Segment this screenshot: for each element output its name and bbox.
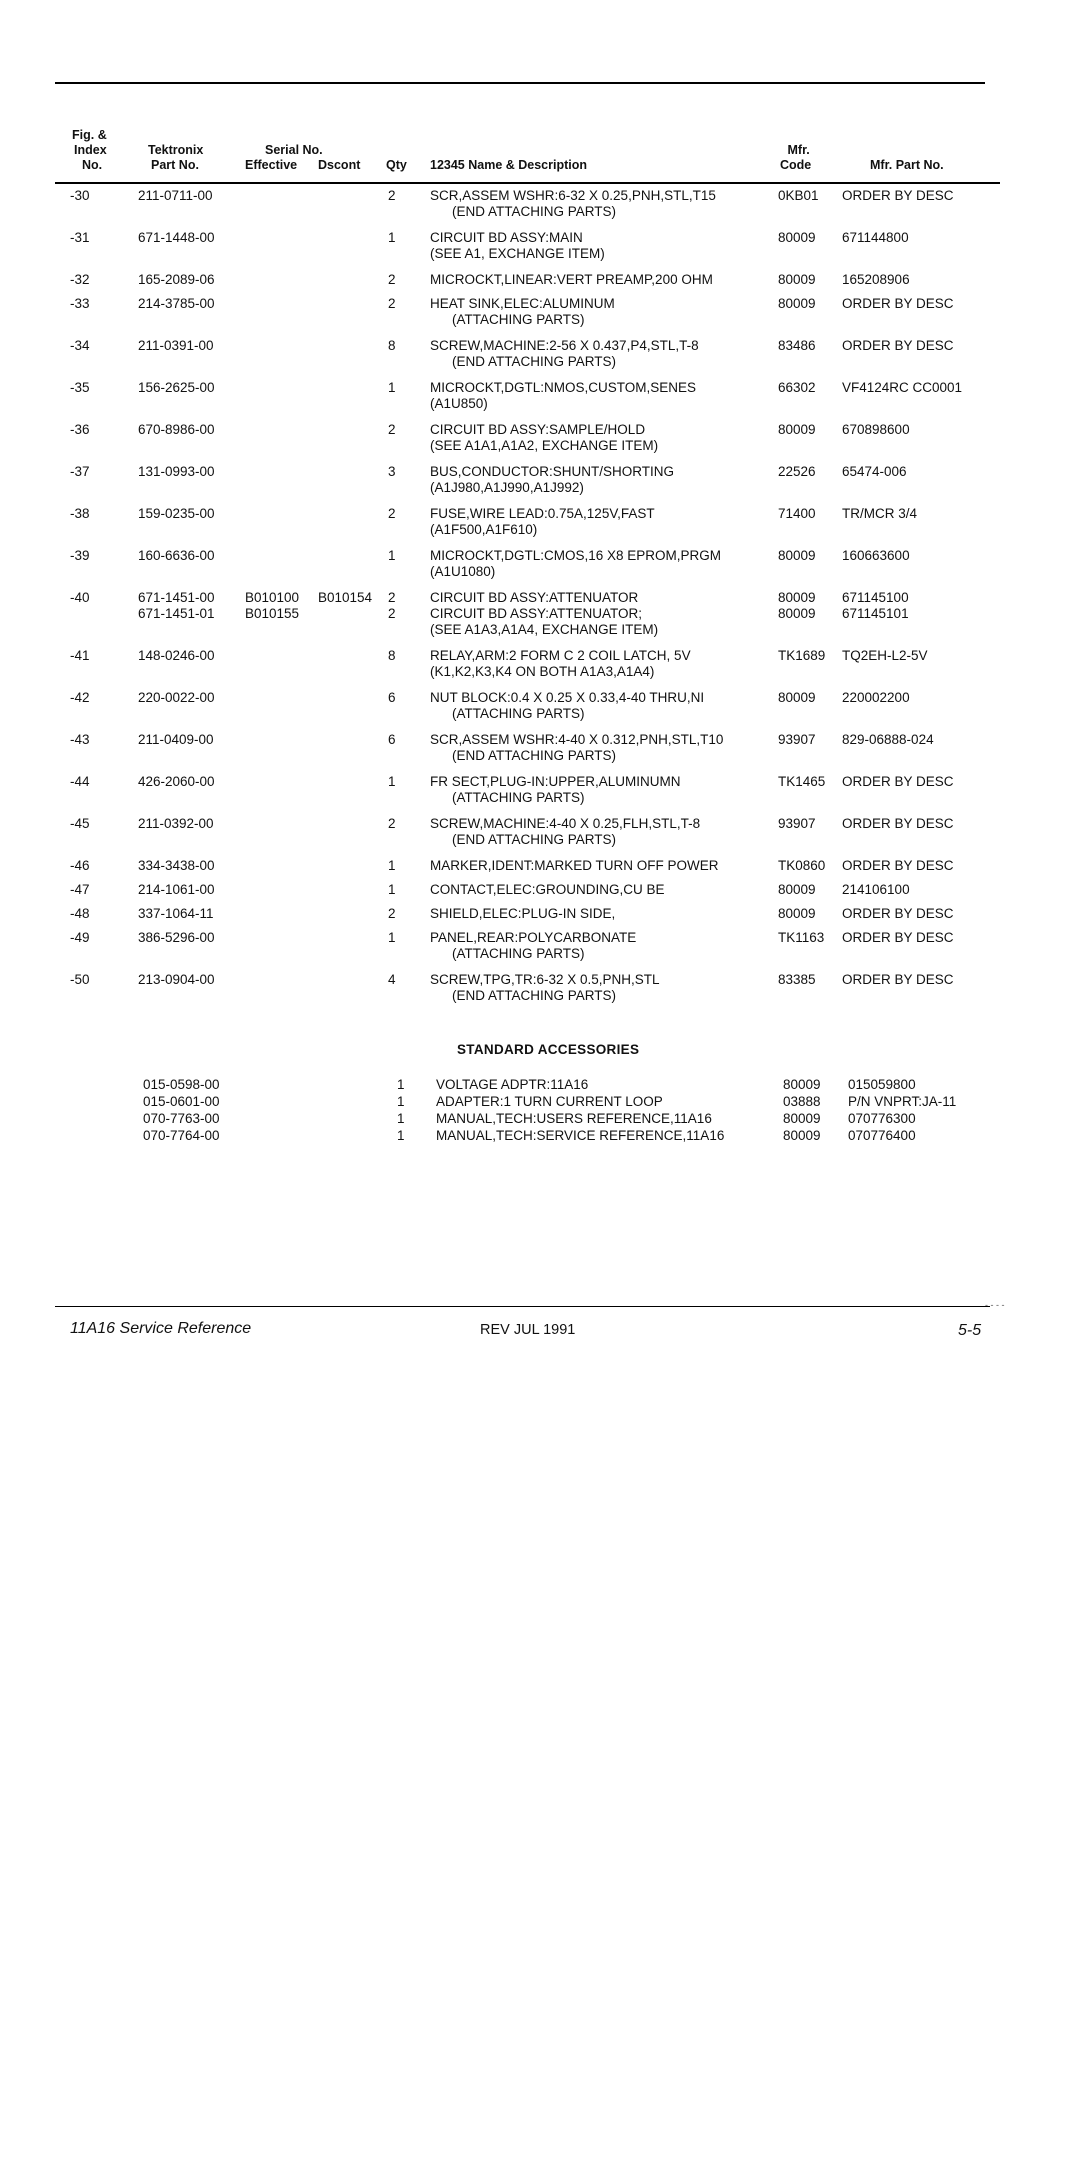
mfr-part-no: 671144800 [842, 230, 909, 245]
mfr-code: 80009 [778, 690, 816, 705]
qty: 2 [388, 188, 396, 203]
index-no: -46 [70, 858, 90, 873]
header-mfr-part-no: Mfr. Part No. [870, 158, 944, 172]
mfr-part-no: ORDER BY DESC [842, 972, 954, 987]
mfr-part-no: ORDER BY DESC [842, 188, 954, 203]
name-description [430, 972, 660, 1004]
mfr-code: TK1465 [778, 774, 826, 789]
qty: 6 [388, 732, 396, 747]
mfr-code: 83486 [778, 338, 816, 353]
mfr-code: 71400 [778, 506, 816, 521]
mfr-part-no: 015059800 [848, 1077, 916, 1092]
description-line: CIRCUIT BD ASSY:ATTENUATOR [430, 590, 639, 605]
description-line: (END ATTACHING PARTS) [452, 988, 617, 1003]
table-row [0, 590, 1080, 606]
part-no: 214-3785-00 [138, 296, 215, 311]
header-dscont: Dscont [318, 158, 361, 172]
mfr-code: 22526 [778, 464, 816, 479]
header-mfr-code [780, 143, 812, 173]
table-row [0, 774, 1080, 806]
index-no: -37 [70, 464, 90, 479]
header-no-line: No. [82, 158, 103, 172]
description-line: SCREW,TPG,TR:6-32 X 0.5,PNH,STL [430, 972, 660, 987]
qty: 4 [388, 972, 396, 987]
mfr-part-no: ORDER BY DESC [842, 338, 954, 353]
mfr-code: TK0860 [778, 858, 826, 873]
part-no: 671-1451-00 [138, 590, 215, 605]
table-row [0, 272, 1080, 288]
description-line: MICROCKT,DGTL:CMOS,16 X8 EPROM,PRGM [430, 548, 722, 563]
qty: 1 [388, 858, 396, 873]
mfr-code: TK1163 [778, 930, 825, 945]
qty: 1 [388, 774, 396, 789]
table-row [0, 296, 1080, 328]
part-no: 156-2625-00 [138, 380, 215, 395]
mfr-code: 80009 [778, 230, 816, 245]
description-line: (END ATTACHING PARTS) [452, 748, 617, 763]
name-description [430, 774, 681, 806]
mfr-part-no: 671145101 [842, 606, 909, 621]
header-name-description: 12345 Name & Description [430, 158, 588, 172]
name-description [430, 380, 696, 412]
part-no: 334-3438-00 [138, 858, 215, 873]
description-line: SCR,ASSEM WSHR:4-40 X 0.312,PNH,STL,T10 [430, 732, 724, 747]
mfr-code: 93907 [778, 732, 816, 747]
mfr-code: 80009 [783, 1128, 821, 1143]
mfr-code: 80009 [783, 1111, 821, 1126]
name-description [430, 816, 700, 848]
description-line: SCR,ASSEM WSHR:6-32 X 0.25,PNH,STL,T15 [430, 188, 716, 203]
part-no: 670-8986-00 [138, 422, 215, 437]
table-row [0, 858, 1080, 874]
index-no: -32 [70, 272, 90, 287]
name-description [430, 732, 723, 764]
index-no: -48 [70, 906, 90, 921]
mfr-code: 66302 [778, 380, 816, 395]
header-rule [55, 182, 1000, 184]
table-row [0, 930, 1080, 962]
description-line: CIRCUIT BD ASSY:ATTENUATOR; [430, 606, 643, 621]
name-description [430, 230, 605, 262]
page-number: 5-5 [958, 1322, 982, 1339]
description-line: CIRCUIT BD ASSY:SAMPLE/HOLD [430, 422, 646, 437]
table-row [0, 230, 1080, 262]
description-line: BUS,CONDUCTOR:SHUNT/SHORTING [430, 464, 675, 479]
mfr-part-no: ORDER BY DESC [842, 296, 954, 311]
part-no: 015-0598-00 [143, 1077, 220, 1092]
header-serial-no: Serial No. [265, 143, 323, 157]
qty: 6 [388, 690, 396, 705]
mfr-code: 80009 [778, 906, 816, 921]
footer-revision: REV JUL 1991 [480, 1322, 576, 1338]
part-no: 070-7763-00 [143, 1111, 220, 1126]
name-description [430, 606, 658, 638]
mfr-code: 80009 [778, 422, 816, 437]
mfr-code: 80009 [778, 296, 816, 311]
footer-title: 11A16 Service Reference [70, 1320, 252, 1337]
qty: 2 [388, 606, 396, 621]
part-no: 426-2060-00 [138, 774, 215, 789]
accessory-row [0, 1093, 1080, 1110]
table-row [0, 648, 1080, 680]
mfr-part-no: ORDER BY DESC [842, 858, 954, 873]
mfr-part-no: 160663600 [842, 548, 910, 563]
mfr-part-no: TQ2EH-L2-5V [842, 648, 928, 663]
table-row [0, 380, 1080, 412]
index-no: -35 [70, 380, 90, 395]
index-no: -47 [70, 882, 90, 897]
qty: 1 [388, 230, 396, 245]
header-tektronix [148, 143, 203, 173]
index-no: -42 [70, 690, 90, 705]
accessory-row [0, 1110, 1080, 1127]
mfr-part-no: P/N VNPRT:JA-11 [848, 1094, 957, 1109]
qty: 2 [388, 506, 396, 521]
mfr-part-no: 070776300 [848, 1111, 916, 1126]
name-description [430, 272, 713, 288]
qty: 1 [388, 548, 396, 563]
index-no: -34 [70, 338, 90, 353]
description-line: (A1J980,A1J990,A1J992) [430, 480, 584, 495]
mfr-code: 03888 [783, 1094, 821, 1109]
mfr-code: 80009 [783, 1077, 821, 1092]
table-header [0, 128, 1080, 180]
description-line: RELAY,ARM:2 FORM C 2 COIL LATCH, 5V [430, 648, 691, 663]
header-code-line: Code [780, 158, 812, 172]
description-line: SCREW,MACHINE:2-56 X 0.437,P4,STL,T-8 [430, 338, 699, 353]
description-line: HEAT SINK,ELEC:ALUMINUM [430, 296, 615, 311]
part-no: 337-1064-11 [138, 906, 214, 921]
description-line: (A1U850) [430, 396, 488, 411]
mfr-code: 80009 [778, 548, 816, 563]
standard-accessories-heading: STANDARD ACCESSORIES [457, 1042, 640, 1057]
description-line: CIRCUIT BD ASSY:MAIN [430, 230, 583, 245]
qty: 1 [397, 1077, 405, 1092]
qty: 1 [388, 882, 396, 897]
part-no: 214-1061-00 [138, 882, 215, 897]
description-line: FR SECT,PLUG-IN:UPPER,ALUMINUMN [430, 774, 681, 789]
name-description: VOLTAGE ADPTR:11A16 [436, 1077, 589, 1092]
part-no: 148-0246-00 [138, 648, 215, 663]
mfr-code: 80009 [778, 606, 816, 621]
qty: 3 [388, 464, 396, 479]
scan-mark: - - - - [985, 1300, 1005, 1310]
description-line: (ATTACHING PARTS) [452, 312, 585, 327]
mfr-part-no: TR/MCR 3/4 [842, 506, 918, 521]
index-no: -43 [70, 732, 90, 747]
part-no: 165-2089-06 [138, 272, 215, 287]
part-no: 015-0601-00 [143, 1094, 220, 1109]
part-no: 211-0391-00 [138, 338, 214, 353]
table-row [0, 906, 1080, 922]
description-line: MARKER,IDENT:MARKED TURN OFF POWER [430, 858, 719, 873]
description-line: (A1F500,A1F610) [430, 522, 538, 537]
mfr-code: 93907 [778, 816, 816, 831]
part-no: 211-0409-00 [138, 732, 214, 747]
mfr-code: 0KB01 [778, 188, 819, 203]
accessory-row [0, 1076, 1080, 1093]
description-line: MICROCKT,DGTL:NMOS,CUSTOM,SENES [430, 380, 697, 395]
index-no: -41 [70, 648, 90, 663]
mfr-part-no: ORDER BY DESC [842, 906, 954, 921]
mfr-part-no: 829-06888-024 [842, 732, 934, 747]
name-description: MANUAL,TECH:USERS REFERENCE,11A16 [436, 1111, 712, 1126]
name-description [430, 690, 704, 722]
part-no: 211-0711-00 [138, 188, 213, 203]
part-no: 213-0904-00 [138, 972, 215, 987]
accessories-table [0, 1076, 1080, 1144]
mfr-code: TK1689 [778, 648, 826, 663]
mfr-part-no: 165208906 [842, 272, 910, 287]
header-mfr-line: Mfr. [787, 143, 810, 157]
name-description [430, 338, 699, 370]
table-row [0, 506, 1080, 538]
index-no: -39 [70, 548, 90, 563]
name-description: MANUAL,TECH:SERVICE REFERENCE,11A16 [436, 1128, 725, 1143]
mfr-part-no: VF4124RC CC0001 [842, 380, 963, 395]
serial-effective: B010100 [245, 590, 300, 605]
index-no: -49 [70, 930, 90, 945]
index-no: -50 [70, 972, 90, 987]
mfr-part-no: 670898600 [842, 422, 910, 437]
description-line: PANEL,REAR:POLYCARBONATE [430, 930, 637, 945]
description-line: (END ATTACHING PARTS) [452, 832, 617, 847]
table-row [0, 816, 1080, 848]
name-description [430, 882, 665, 898]
name-description: ADAPTER:1 TURN CURRENT LOOP [436, 1094, 663, 1109]
mfr-code: 80009 [778, 882, 816, 897]
table-row [0, 188, 1080, 220]
part-no: 671-1451-01 [138, 606, 215, 621]
header-tektronix-line: Tektronix [148, 143, 204, 157]
qty: 2 [388, 590, 396, 605]
qty: 2 [388, 296, 396, 311]
part-no: 070-7764-00 [143, 1128, 220, 1143]
mfr-code: 80009 [778, 272, 816, 287]
index-no: -31 [70, 230, 90, 245]
qty: 2 [388, 422, 396, 437]
part-no: 211-0392-00 [138, 816, 214, 831]
index-no: -44 [70, 774, 90, 789]
description-line: NUT BLOCK:0.4 X 0.25 X 0.33,4-40 THRU,NI [430, 690, 705, 705]
qty: 1 [397, 1094, 405, 1109]
table-row [0, 882, 1080, 898]
table-row [0, 422, 1080, 454]
description-line: FUSE,WIRE LEAD:0.75A,125V,FAST [430, 506, 655, 521]
qty: 2 [388, 816, 396, 831]
index-no: -40 [70, 590, 90, 605]
name-description [430, 548, 721, 580]
description-line: MICROCKT,LINEAR:VERT PREAMP,200 OHM [430, 272, 713, 287]
footer-rule [55, 1306, 990, 1307]
header-fig-index [72, 128, 107, 173]
qty: 8 [388, 338, 396, 353]
accessory-row [0, 1127, 1080, 1144]
mfr-part-no: 65474-006 [842, 464, 907, 479]
mfr-part-no: 671145100 [842, 590, 909, 605]
mfr-part-no: ORDER BY DESC [842, 816, 954, 831]
table-row [0, 464, 1080, 496]
header-index-line: Index [74, 143, 107, 157]
part-no: 220-0022-00 [138, 690, 215, 705]
qty: 1 [388, 930, 396, 945]
name-description [430, 648, 691, 680]
name-description [430, 464, 674, 496]
qty: 1 [388, 380, 396, 395]
index-no: -38 [70, 506, 90, 521]
part-no: 131-0993-00 [138, 464, 215, 479]
mfr-code: 83385 [778, 972, 816, 987]
mfr-part-no: 220002200 [842, 690, 910, 705]
header-effective: Effective [245, 158, 298, 172]
qty: 8 [388, 648, 396, 663]
name-description [430, 422, 658, 454]
qty: 2 [388, 906, 396, 921]
part-no: 159-0235-00 [138, 506, 215, 521]
index-no: -45 [70, 816, 90, 831]
part-no: 160-6636-00 [138, 548, 215, 563]
part-no: 671-1448-00 [138, 230, 215, 245]
mfr-code: 80009 [778, 590, 816, 605]
name-description [430, 858, 719, 874]
mfr-part-no: ORDER BY DESC [842, 930, 954, 945]
table-row [0, 732, 1080, 764]
top-rule [55, 82, 985, 84]
description-line: (K1,K2,K3,K4 ON BOTH A1A3,A1A4) [430, 664, 655, 679]
qty: 1 [397, 1111, 405, 1126]
index-no: -30 [70, 188, 90, 203]
description-line: (A1U1080) [430, 564, 496, 579]
header-partno-line: Part No. [151, 158, 199, 172]
table-row [0, 972, 1080, 1004]
table-row [0, 338, 1080, 370]
part-no: 386-5296-00 [138, 930, 215, 945]
name-description [430, 906, 615, 922]
description-line: (ATTACHING PARTS) [452, 946, 585, 961]
mfr-part-no: 070776400 [848, 1128, 916, 1143]
qty: 2 [388, 272, 396, 287]
description-line: SHIELD,ELEC:PLUG-IN SIDE, [430, 906, 616, 921]
description-line: (END ATTACHING PARTS) [452, 354, 617, 369]
description-line: (ATTACHING PARTS) [452, 706, 585, 721]
name-description [430, 506, 655, 538]
mfr-part-no: 214106100 [842, 882, 910, 897]
header-qty: Qty [386, 158, 407, 172]
description-line: (SEE A1A1,A1A2, EXCHANGE ITEM) [430, 438, 659, 453]
index-no: -36 [70, 422, 90, 437]
description-line: (ATTACHING PARTS) [452, 790, 585, 805]
table-row [0, 548, 1080, 580]
serial-effective: B010155 [245, 606, 300, 621]
description-line: (SEE A1, EXCHANGE ITEM) [430, 246, 605, 261]
serial-dscont: B010154 [318, 590, 373, 605]
name-description [430, 590, 638, 606]
name-description [430, 188, 716, 220]
description-line: SCREW,MACHINE:4-40 X 0.25,FLH,STL,T-8 [430, 816, 701, 831]
qty: 1 [397, 1128, 405, 1143]
mfr-part-no: ORDER BY DESC [842, 774, 954, 789]
name-description [430, 930, 636, 962]
index-no: -33 [70, 296, 90, 311]
header-fig-line: Fig. & [72, 128, 107, 142]
table-row [0, 690, 1080, 722]
description-line: (SEE A1A3,A1A4, EXCHANGE ITEM) [430, 622, 659, 637]
description-line: CONTACT,ELEC:GROUNDING,CU BE [430, 882, 665, 897]
table-row [0, 606, 1080, 638]
description-line: (END ATTACHING PARTS) [452, 204, 617, 219]
name-description [430, 296, 615, 328]
